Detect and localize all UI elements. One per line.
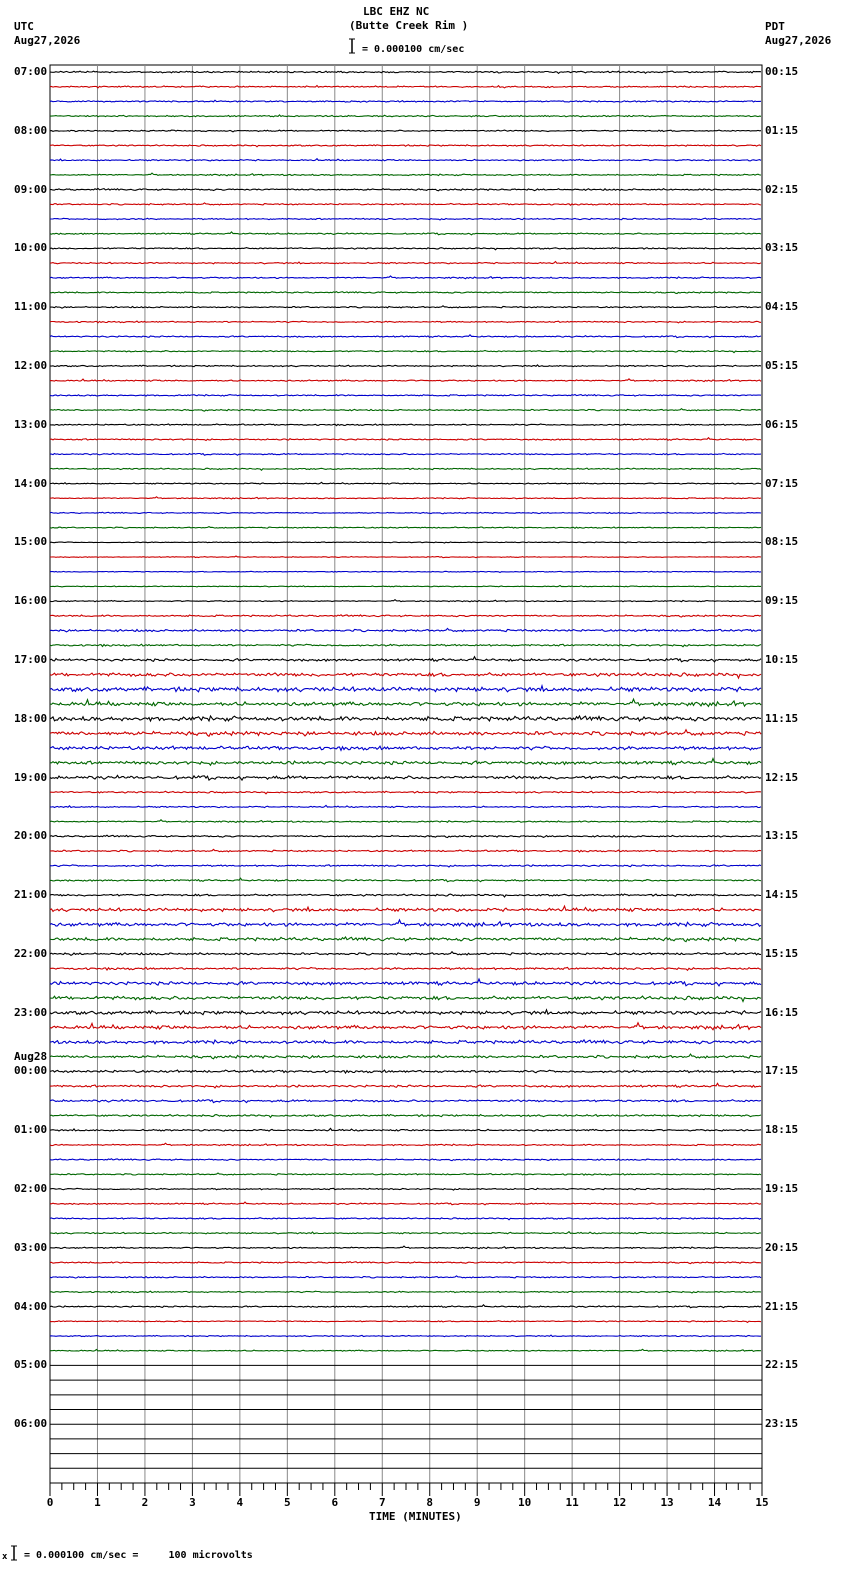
- footer-scale-icon: [11, 1545, 17, 1561]
- site-subtitle: (Butte Creek Rim ): [349, 19, 469, 32]
- seismic-trace: [50, 865, 761, 867]
- seismic-trace: [50, 628, 761, 632]
- seismic-trace: [50, 248, 761, 250]
- seismic-trace: [50, 571, 761, 572]
- seismic-trace: [50, 791, 761, 794]
- seismic-trace: [50, 1173, 761, 1175]
- seismic-trace: [50, 335, 761, 338]
- seismic-trace: [50, 615, 761, 617]
- seismic-trace: [50, 542, 761, 543]
- seismic-trace: [50, 203, 761, 205]
- seismic-trace: [50, 1143, 761, 1146]
- left-time-label: 12:00: [14, 358, 48, 372]
- seismic-trace: [50, 145, 761, 147]
- left-time-label: 14:00: [14, 476, 48, 490]
- seismic-trace: [50, 805, 761, 807]
- seismic-trace: [50, 979, 761, 986]
- left-time-label: 22:00: [14, 946, 48, 960]
- seismic-trace: [50, 424, 761, 426]
- x-tick-label: 12: [612, 1496, 627, 1509]
- seismic-trace: [50, 657, 761, 662]
- seismic-trace: [50, 1054, 761, 1059]
- seismic-trace: [50, 644, 761, 647]
- seismic-trace: [50, 321, 761, 323]
- station-title: LBC EHZ NC: [363, 5, 430, 18]
- right-time-label: 19:15: [765, 1182, 799, 1196]
- left-time-label: 20:00: [14, 829, 48, 843]
- x-tick-label: 1: [94, 1496, 101, 1509]
- right-time-label: 13:15: [765, 829, 799, 843]
- seismic-trace: [50, 527, 761, 529]
- seismic-trace: [50, 306, 761, 308]
- right-time-label: 23:15: [765, 1417, 799, 1431]
- left-time-label: 03:00: [14, 1240, 48, 1254]
- right-time-label: 04:15: [765, 300, 799, 314]
- x-tick-label: 4: [236, 1496, 244, 1509]
- seismic-trace: [50, 512, 761, 514]
- right-time-label: 20:15: [765, 1240, 799, 1254]
- seismic-trace: [50, 1040, 761, 1044]
- x-tick-label: 10: [518, 1496, 532, 1509]
- seismic-trace: [50, 1321, 761, 1323]
- x-tick-label: 6: [331, 1496, 339, 1509]
- right-time-label: 03:15: [765, 241, 799, 255]
- seismic-trace: [50, 409, 761, 411]
- seismic-trace: [50, 130, 761, 132]
- seismic-trace: [50, 1276, 761, 1278]
- left-date: Aug27,2026: [14, 34, 81, 47]
- seismic-trace: [50, 1232, 761, 1234]
- seismic-trace: [50, 759, 761, 766]
- left-date-label: Aug28: [14, 1050, 48, 1064]
- seismic-trace: [50, 1023, 761, 1030]
- left-time-label: 04:00: [14, 1299, 48, 1313]
- seismic-trace: [50, 920, 761, 927]
- seismic-trace: [50, 730, 761, 737]
- right-time-label: 02:15: [765, 182, 799, 196]
- left-zone: UTC: [14, 20, 34, 33]
- right-date: Aug27,2026: [765, 34, 832, 47]
- x-tick-label: 11: [565, 1496, 579, 1509]
- left-time-label: 11:00: [14, 300, 48, 314]
- seismic-trace: [50, 1291, 761, 1293]
- right-time-label: 01:15: [765, 123, 799, 137]
- left-time-label: 23:00: [14, 1005, 48, 1019]
- left-time-label: 09:00: [14, 182, 48, 196]
- x-axis-title: TIME (MINUTES): [369, 1510, 462, 1523]
- right-time-label: 09:15: [765, 594, 799, 608]
- right-time-label: 06:15: [765, 417, 799, 431]
- left-time-label: 16:00: [14, 594, 48, 608]
- right-time-label: 05:15: [765, 358, 799, 372]
- seismic-trace: [50, 775, 761, 780]
- x-tick-label: 13: [660, 1496, 674, 1509]
- seismic-trace: [50, 1349, 761, 1351]
- seismic-trace: [50, 716, 761, 721]
- seismic-trace: [50, 1115, 761, 1118]
- scale-text: = 0.000100 cm/sec: [362, 44, 465, 55]
- seismic-trace: [50, 586, 761, 587]
- seismic-trace: [50, 1159, 761, 1161]
- seismic-trace: [50, 86, 761, 88]
- left-time-label: 18:00: [14, 711, 48, 725]
- seismic-trace: [50, 820, 761, 823]
- seismic-trace: [50, 1218, 761, 1220]
- seismic-trace: [50, 1188, 761, 1190]
- seismic-trace: [50, 173, 761, 176]
- seismic-trace: [50, 115, 761, 117]
- seismic-trace: [50, 686, 761, 692]
- seismic-trace: [50, 1100, 761, 1103]
- footer-mark: x: [2, 1552, 8, 1562]
- seismic-trace: [50, 232, 761, 235]
- seismic-trace: [50, 894, 761, 897]
- x-tick-label: 14: [707, 1496, 722, 1509]
- left-time-label: 17:00: [14, 652, 48, 666]
- right-time-label: 15:15: [765, 946, 799, 960]
- x-tick-label: 2: [141, 1496, 149, 1509]
- right-zone: PDT: [765, 20, 785, 33]
- seismic-trace: [50, 952, 761, 956]
- seismic-trace: [50, 276, 761, 279]
- seismic-trace: [50, 600, 761, 602]
- x-tick-label: 15: [755, 1496, 769, 1509]
- seismic-trace: [50, 1070, 761, 1073]
- right-time-label: 16:15: [765, 1005, 799, 1019]
- seismic-trace: [50, 699, 761, 706]
- seismic-trace: [50, 849, 761, 852]
- seismic-trace: [50, 100, 761, 102]
- right-time-label: 08:15: [765, 535, 799, 549]
- right-time-label: 22:15: [765, 1358, 799, 1372]
- seismic-trace: [50, 937, 761, 942]
- x-tick-label: 3: [189, 1496, 196, 1509]
- right-time-label: 21:15: [765, 1299, 799, 1313]
- x-tick-label: 7: [378, 1496, 386, 1509]
- left-time-label: 07:00: [14, 65, 48, 78]
- right-time-label: 17:15: [765, 1064, 799, 1078]
- right-time-label: 18:15: [765, 1123, 799, 1137]
- left-time-label: 15:00: [14, 535, 48, 549]
- left-time-label: 13:00: [14, 417, 48, 431]
- seismic-trace: [50, 438, 761, 441]
- seismic-trace: [50, 1083, 761, 1088]
- seismic-trace: [50, 1202, 761, 1205]
- left-time-label: 10:00: [14, 241, 48, 255]
- left-time-label: 08:00: [14, 123, 48, 137]
- seismic-trace: [50, 1010, 761, 1015]
- seismic-trace: [50, 1262, 761, 1264]
- seismic-trace: [50, 218, 761, 220]
- seismic-trace: [50, 906, 761, 912]
- seismic-trace: [50, 556, 761, 558]
- seismic-trace: [50, 159, 761, 161]
- right-time-label: 07:15: [765, 476, 799, 490]
- left-time-label: 21:00: [14, 888, 48, 902]
- seismic-trace: [50, 262, 761, 264]
- seismic-trace: [50, 453, 761, 455]
- left-time-label: 00:00: [14, 1064, 48, 1078]
- left-time-label: 19:00: [14, 770, 48, 784]
- x-tick-label: 5: [284, 1496, 291, 1509]
- seismic-trace: [50, 351, 761, 353]
- left-time-label: 06:00: [14, 1417, 48, 1431]
- left-time-label: 05:00: [14, 1358, 48, 1372]
- seismic-trace: [50, 71, 761, 73]
- seismic-trace: [50, 878, 761, 882]
- right-time-label: 10:15: [765, 652, 799, 666]
- footer-scale-text: = 0.000100 cm/sec = 100 microvolts: [24, 1550, 253, 1561]
- seismic-trace: [50, 996, 761, 1001]
- seismic-trace: [50, 1335, 761, 1337]
- seismic-trace: [50, 189, 761, 191]
- seismic-trace: [50, 967, 761, 970]
- x-tick-label: 8: [426, 1496, 434, 1509]
- right-time-label: 00:15: [765, 65, 799, 78]
- left-time-label: 02:00: [14, 1182, 48, 1196]
- seismic-trace: [50, 365, 761, 367]
- seismic-trace: [50, 292, 761, 294]
- seismic-trace: [50, 746, 761, 750]
- seismic-trace: [50, 1128, 761, 1131]
- seismic-trace: [50, 497, 761, 499]
- seismic-trace: [50, 1305, 761, 1308]
- seismic-trace: [50, 395, 761, 397]
- seismic-trace: [50, 1246, 761, 1249]
- x-tick-label: 9: [473, 1496, 481, 1509]
- seismic-trace: [50, 468, 761, 470]
- x-tick-label: 0: [46, 1496, 54, 1509]
- seismic-trace: [50, 673, 761, 678]
- right-time-label: 11:15: [765, 711, 799, 725]
- seismic-trace: [50, 379, 761, 382]
- seismic-trace: [50, 835, 761, 837]
- right-time-label: 14:15: [765, 888, 799, 902]
- left-time-label: 01:00: [14, 1123, 48, 1137]
- right-time-label: 12:15: [765, 770, 799, 784]
- seismic-trace: [50, 482, 761, 484]
